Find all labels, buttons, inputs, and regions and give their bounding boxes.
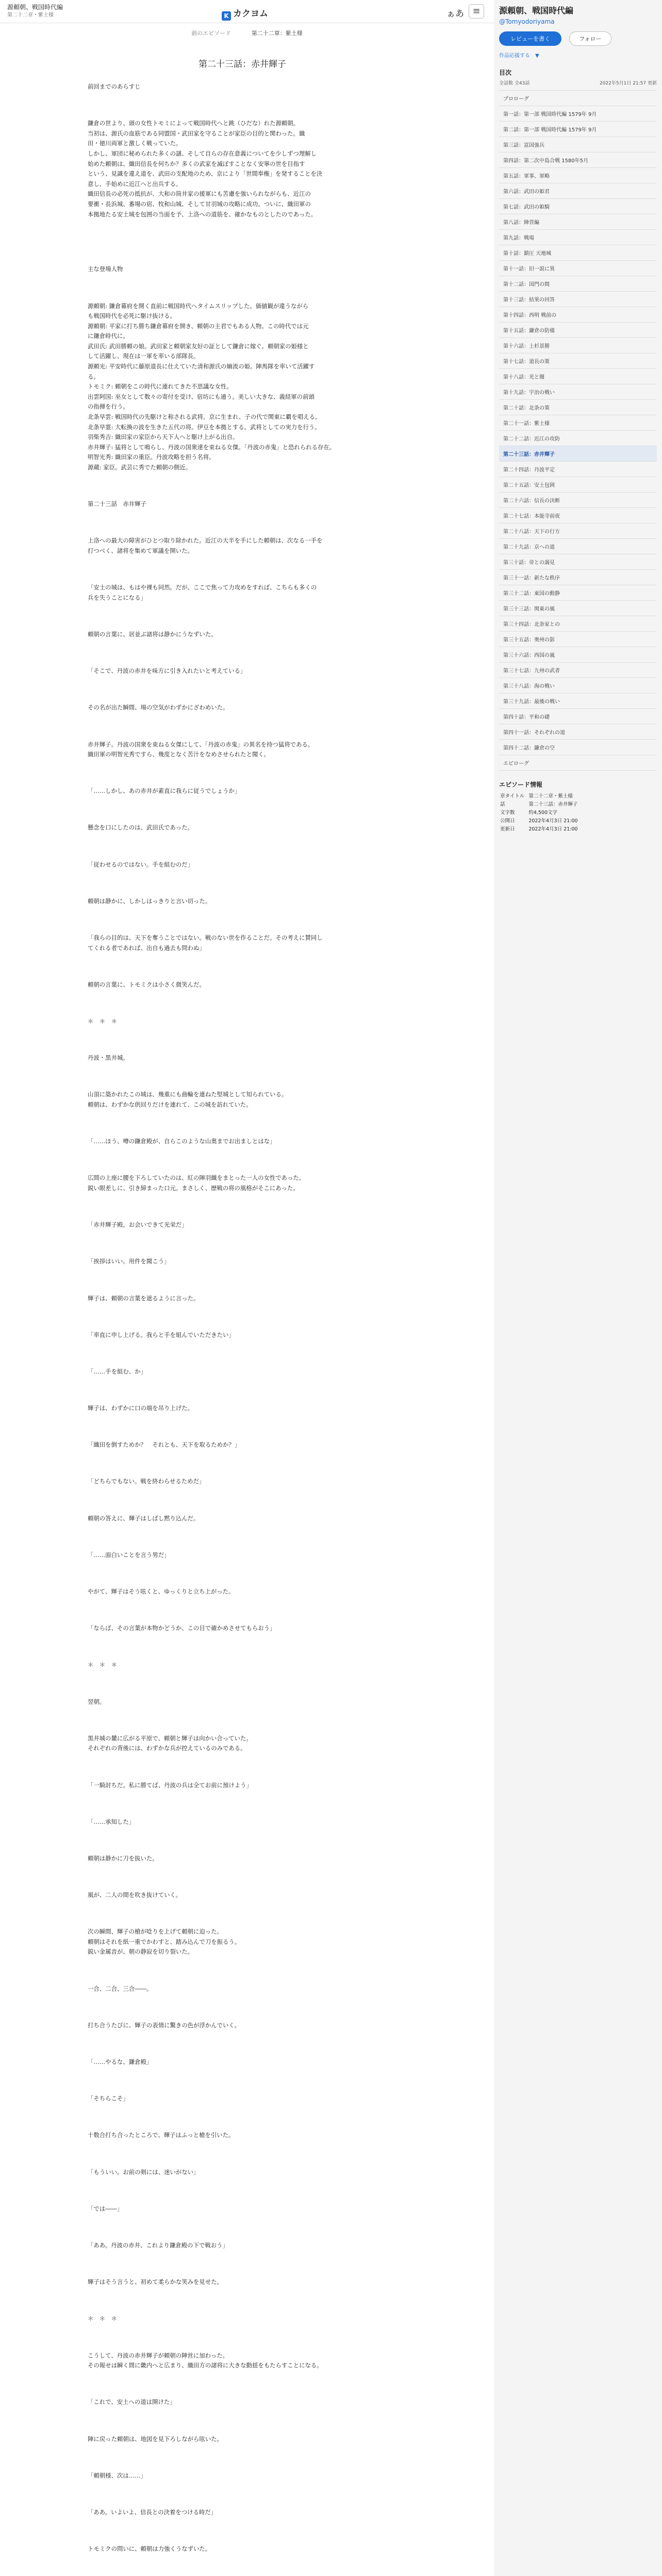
toc-item[interactable]: 第十六話：上杉景勝 — [499, 338, 657, 353]
text-line — [88, 721, 397, 732]
text-line: トモミクの問いに、頼朝は力強くうなずいた。 — [88, 2545, 211, 2553]
text-line: 「そちらこそ」 — [88, 2095, 129, 2103]
episode-info-row — [500, 801, 581, 808]
text-line: 「……承知した」 — [88, 1818, 135, 1825]
episode-info-row — [500, 818, 581, 825]
toc-item[interactable]: 第三十一話：新たな秩序 — [499, 570, 657, 585]
review-button[interactable]: レビューを書く — [499, 31, 561, 46]
text-line — [88, 1799, 397, 1809]
text-line: 「……しかし、あの赤井が素直に我らに従うでしょうか」 — [88, 787, 241, 795]
text-line — [88, 1239, 397, 1249]
text-line: 鋭い金属音が、朝の静寂を切り裂いた。 — [88, 1948, 194, 1956]
text-line: 懸念を口にしたのは、武田氏であった。 — [88, 824, 193, 832]
text-line: 北条早霊: 大転換の波を生きた五代の将。伊豆を本拠とする。武将としての実力を行う。 — [88, 423, 321, 431]
text-line — [88, 2379, 397, 2389]
text-line — [88, 878, 397, 888]
text-line: 「一騎討ちだ。私に勝てば、丹波の兵は全てお前に預けよう」 — [88, 1781, 252, 1789]
toc-item[interactable]: 第三十話：帝との謁見 — [499, 554, 657, 570]
text-line: 頼朝は、わずかな供回りだけを連れて、この城を訪れていた。 — [88, 1100, 252, 1108]
text-line — [88, 2002, 397, 2012]
toc-item[interactable]: 第十話：鎮圧 天地城 — [499, 245, 657, 261]
episode-info-value: 第二十三話：赤井輝子 — [528, 802, 578, 807]
toc-item[interactable]: 第二十話：北条の策 — [499, 400, 657, 415]
text-line — [88, 768, 397, 778]
text-line — [88, 2416, 397, 2426]
text-line: 十数合打ち合ったところで、輝子はふっと槍を引いた。 — [88, 2131, 235, 2139]
text-line: 打ち合うたびに、輝子の表情に驚きの色が浮かんでいく。 — [88, 2021, 240, 2029]
text-line: 頼朝の言葉に、居並ぶ諸将は静かにうなずいた。 — [88, 630, 217, 638]
text-line: 源頼朝: 鎌倉幕府を開く直前に戦国時代へタイムスリップした。価値観が違うながら — [88, 302, 309, 310]
episode-info-heading: エピソード情報 — [499, 781, 543, 788]
text-line: 「これで、安土への道は開けた」 — [88, 2398, 176, 2406]
text-line — [88, 100, 397, 111]
text-line — [88, 1155, 397, 1165]
episode-title: 第二十三話：赤井輝子 — [198, 59, 286, 70]
text-line: という、見識を違え道を、武田の支配地のため、京により「世間奉権」を発することを決 — [88, 170, 323, 178]
text-line: 「ああ。丹波の赤井、これより鎌倉殿の下で戦おう」 — [88, 2241, 228, 2249]
episode-text — [88, 82, 397, 2576]
toc-item[interactable]: 第十四話：西明 戦前の — [499, 307, 657, 323]
text-line: 輝子は、わずかに口の端を吊り上げた。 — [88, 1404, 194, 1412]
text-line — [88, 1532, 397, 1542]
toc-item[interactable]: エピローグ — [499, 755, 657, 771]
episode-count: 全話数 全43話 — [499, 81, 530, 86]
text-line — [88, 1715, 397, 1725]
text-line — [88, 998, 397, 1008]
text-line: 「では――」 — [88, 2205, 123, 2212]
text-line — [88, 2563, 397, 2573]
text-line: 当初は、源氏の血筋である同盟国・武田家を守ることが家臣の目的と関わった。織 — [88, 129, 305, 137]
episode-info-value: 約4,500文字 — [528, 810, 558, 816]
text-line — [88, 1872, 397, 1883]
text-line: 鎌倉の世より、頭の女性トモミによって戦国時代へと跳（ひだな）れた源頼朝。 — [88, 120, 300, 127]
toc-item[interactable]: 第二十九話：京への道 — [499, 539, 657, 554]
text-line — [88, 1202, 397, 1212]
episode-info-label: 話 — [500, 802, 505, 807]
text-line: 「そこで、丹波の赤井を味方に引き入れたいと考えている」 — [88, 667, 246, 675]
text-line — [88, 2296, 397, 2306]
text-line: 北条早雲: 戦国時代の先駆けと称される武将。京に生まれ、子の代で関東に覇を唱える。 — [88, 413, 321, 421]
text-line: 輝子はそう言うと、初めて柔らかな笑みを見せた。 — [88, 2278, 223, 2286]
toc-item[interactable]: 第二十三話：赤井輝子 — [499, 446, 657, 462]
text-line: 「従わせるのではない。手を組むのだ」 — [88, 860, 194, 868]
author-link[interactable]: @Tomyodoriyama — [499, 18, 555, 25]
toc-item[interactable]: 第二十八話：天下の行方 — [499, 523, 657, 539]
toc-item[interactable]: 第二十二話：近江の攻防 — [499, 431, 657, 446]
text-line — [88, 1495, 397, 1505]
text-line: 田・徳川両軍と激しく戦っていた。 — [88, 140, 182, 147]
text-line: 第二十三話 赤井輝子 — [88, 500, 146, 508]
text-line — [88, 1835, 397, 1845]
text-line — [88, 2489, 397, 2499]
text-line — [88, 1275, 397, 1285]
text-line: 「挨拶はいい。用件を聞こう」 — [88, 1258, 170, 1265]
toc-item[interactable]: プロローグ — [499, 90, 657, 106]
text-line: 「もういい。お前の剣には、迷いがない」 — [88, 2168, 200, 2176]
site-name: カクヨム — [233, 9, 268, 19]
text-line: 要衝・長浜城、番場の宿、牧和山城、そして甘羽城の攻略に成功。ついに、織田軍の — [88, 200, 311, 208]
support-link[interactable]: 作品応援する ▼ — [499, 53, 539, 59]
text-line: 頼朝の言葉に、トモミクは小さく微笑んだ。 — [88, 980, 205, 988]
text-line — [88, 1642, 397, 1652]
toc-item[interactable]: 第十二話：国門の間 — [499, 276, 657, 292]
text-line: 輝子は、頼朝の言葉を遮るように言った。 — [88, 1294, 200, 1302]
text-line — [88, 283, 397, 293]
text-line: それぞれの背後には、わずかな兵が控えているのみである。 — [88, 1744, 246, 1752]
text-line: 黒井城の麓に広がる平原で、頼朝と輝子は向かい合っていた。 — [88, 1734, 252, 1742]
toc-item[interactable]: 第三十八話：海の戦い — [499, 678, 657, 693]
text-line: 頼朝は静かに、しかしはっきりと言い切った。 — [88, 897, 211, 905]
text-line — [88, 2149, 397, 2159]
text-line — [88, 1459, 397, 1469]
text-line: 「頼朝様、次は……」 — [88, 2471, 146, 2479]
text-line — [88, 685, 397, 695]
text-line — [88, 648, 397, 658]
episode-info-label: 公開日 — [500, 818, 515, 824]
text-line: の指揮を行う。 — [88, 403, 129, 411]
text-line — [88, 1679, 397, 1689]
text-line — [88, 228, 397, 238]
text-line: 一合、二合、三合――。 — [88, 1985, 153, 1992]
text-line — [88, 2452, 397, 2463]
text-line — [88, 1385, 397, 1395]
text-line — [88, 914, 397, 925]
text-line: 「織田を倒すためか？ それとも、天下を取るためか？」 — [88, 1441, 241, 1449]
toc-item[interactable]: 第十五話：鎌倉の防備 — [499, 323, 657, 338]
text-line: 「安土の城は、もはや裸も同然。だが、ここで焦って力攻めをすれば、こちらも多くの — [88, 584, 317, 591]
toc-item[interactable]: 第十一話：旧一説に異 — [499, 261, 657, 276]
text-line: 「……手を組む、か」 — [88, 1367, 146, 1375]
text-line: ＊ ＊ ＊ — [88, 2315, 117, 2323]
episode-info-value: 2022年4月3日 21:00 — [528, 818, 578, 824]
text-line: 翌朝。 — [88, 1698, 106, 1705]
episode-info-row — [500, 826, 581, 833]
text-line: 頼朝はそれを紙一重でかわすと、踏み込んで刀を振るう。 — [88, 1938, 241, 1945]
episode-info-label: 文字数 — [500, 810, 515, 816]
episode-info-table — [499, 792, 582, 834]
toc-item[interactable]: 第四十話：平和の礎 — [499, 709, 657, 724]
toc-item[interactable]: 第二十五話：安土包囲 — [499, 477, 657, 493]
text-line: 「……やるな、鎌倉殿」 — [88, 2058, 153, 2066]
text-line: も戦国時代を必死に駆け抜ける。 — [88, 312, 176, 320]
text-line: 源頼朝: 平家に打ち勝ち鎌倉幕府を開き、頼朝の主君でもある人物。この時代では元 — [88, 322, 309, 330]
toc-item[interactable]: 第九話：戦場 — [499, 230, 657, 245]
toc-item[interactable]: 第三十六話：西国の嵐 — [499, 647, 657, 663]
toc-item[interactable]: 第四十一話：それぞれの道 — [499, 724, 657, 740]
episode-info-value: 2022年4月3日 21:00 — [528, 826, 578, 832]
text-line: てくれる者であれば、出自も過去も問わぬ」 — [88, 944, 205, 952]
series-subtitle: 第二十二章・紫土様 — [7, 12, 54, 18]
text-line — [88, 2185, 397, 2196]
text-line: 陣に戻った頼朝は、地図を見下ろしながら呟いた。 — [88, 2435, 223, 2443]
toc-item[interactable]: 第二話：第一部 戦国時代編 1579年 9月 — [499, 122, 657, 137]
toc-item[interactable]: 第二十七話：本能寺前夜 — [499, 508, 657, 523]
toc-list — [499, 90, 657, 771]
text-line — [88, 565, 397, 575]
text-line: ＊ ＊ ＊ — [88, 1018, 117, 1025]
episode-info-label: 章タイトル — [500, 793, 525, 799]
text-line — [88, 1035, 397, 1045]
toc-item[interactable]: 第十九話：宇治の戦い — [499, 384, 657, 400]
text-line — [88, 518, 397, 528]
text-line: やがて、輝子はそう呟くと、ゆっくりと立ち上がった。 — [88, 1588, 235, 1595]
toc-item[interactable]: 第七話：武田の姫騎 — [499, 199, 657, 214]
text-line — [88, 1072, 397, 1082]
series-title[interactable] — [7, 4, 63, 19]
text-line: 源蔵: 家臣。武芸に秀でた頼朝の側近。 — [88, 464, 192, 471]
text-line: 次の瞬間、輝子の槍が唸りを上げて頼朝に迫った。 — [88, 1928, 223, 1936]
text-line — [88, 1312, 397, 1322]
text-line: 明智光秀: 織田家の重臣。丹波攻略を担う名将。 — [88, 453, 215, 461]
text-line: 「率直に申し上げる。我らと手を組んでいただきたい」 — [88, 1331, 235, 1338]
text-line — [88, 2332, 397, 2343]
text-line — [88, 1909, 397, 1919]
toc-item[interactable]: 第十七話：道長の策 — [499, 353, 657, 369]
toc-item[interactable]: 第十三話：結果の回答 — [499, 292, 657, 307]
text-line — [88, 481, 397, 492]
text-line — [88, 2222, 397, 2232]
text-line: 山頂に築かれたこの城は、幾重にも曲輪を連ねた堅城として知られている。 — [88, 1091, 288, 1098]
series-title-text: 源頼朝、戦国時代編 — [7, 4, 63, 11]
chapter-link[interactable]: 第二十二章：紫土様 — [251, 30, 303, 37]
text-line — [88, 1118, 397, 1129]
text-line: 「赤井輝子殿。お会いできて光栄だ」 — [88, 1221, 188, 1229]
text-line: 出雲阿国: 巫女として数々の寄付を受け、宿坊にも通う。美しい大きな、義経軍の前頭 — [88, 393, 315, 400]
toc-item[interactable]: 第三十四話：北条家との — [499, 616, 657, 632]
text-line: 丹波・黒井城。 — [88, 1054, 129, 1062]
toc-item[interactable]: 第十八話：光と闇 — [499, 369, 657, 384]
toc-item[interactable]: 第五話：軍事、軍略 — [499, 168, 657, 183]
episode-info-row — [500, 793, 581, 800]
follow-button[interactable]: フォロー — [569, 31, 611, 46]
text-line: して活躍し、現在は一軍を率いる部隊長。 — [88, 352, 200, 360]
text-line — [88, 841, 397, 852]
text-line — [88, 611, 397, 621]
text-line: 「……面白いことを言う男だ」 — [88, 1551, 170, 1558]
text-line: 「ああ。いよいよ、信長との決着をつける時だ」 — [88, 2508, 217, 2516]
toc-item[interactable]: 第三十三話：関東の風 — [499, 601, 657, 616]
sidebar — [494, 0, 662, 2576]
toc-item[interactable]: 第三話：富国強兵 — [499, 137, 657, 152]
text-line: ＊ ＊ ＊ — [88, 1661, 117, 1669]
text-line — [88, 2039, 397, 2049]
menu-icon[interactable]: ≡ — [469, 4, 484, 19]
text-line — [88, 1965, 397, 1976]
episode-info-value: 第二十二章・紫土様 — [528, 793, 573, 799]
text-line — [88, 2526, 397, 2536]
toc-item[interactable]: 第三十九話：最後の戦い — [499, 693, 657, 709]
text-line: 上洛への最大の障害がひとつ取り除かれた。近江の大半を手にした頼朝は、次なる一手を — [88, 537, 323, 545]
text-line: トモミク: 頼朝をこの時代に連れてきた不思議な女性。 — [88, 383, 233, 391]
toc-item[interactable]: 第一話：第一部 戦国時代編 1579年 9月 — [499, 106, 657, 122]
toc-item[interactable]: 第二十一話：紫土様 — [499, 415, 657, 431]
episode-body — [88, 46, 397, 2576]
text-line: 「我らの目的は、天下を奪うことではない。戦のない世を作ることだ。その考えに賛同し — [88, 934, 323, 942]
prev-episode-link[interactable]: 前のエピソード — [191, 30, 231, 37]
toc-item[interactable]: 第四十二話：鎌倉の空 — [499, 740, 657, 755]
text-line: 頼朝の答えに、輝子はしばし黙り込んだ。 — [88, 1514, 200, 1522]
text-line — [88, 1762, 397, 1772]
text-line: 本拠地たる安土城を包囲の当面を予、上洛への道筋を、確かなものとしたのであった。 — [88, 210, 317, 218]
toc-item[interactable]: 第三十二話：東国の動静 — [499, 585, 657, 601]
text-line: に鎌倉時代に。 — [88, 332, 129, 340]
episode-info-row — [500, 809, 581, 817]
toc-item[interactable]: 第八話：陣営編 — [499, 214, 657, 230]
text-line: 赤井輝子: 猛将として鳴らし、丹波の国衆達を束ねる女傑。「丹波の赤鬼」と恐れられる存在。 — [88, 443, 336, 451]
text-line: 前回までのあらすじ — [88, 83, 141, 90]
text-line: こうして、丹波の赤井輝子が頼朝の陣営に加わった。 — [88, 2351, 229, 2359]
text-line — [88, 1422, 397, 1432]
text-line: 「ならば、その言葉が本物かどうか、この目で確かめさせてもらおう」 — [88, 1624, 276, 1632]
text-line: 「……ほう、噂の鎌倉殿が、自らこのような山奥までお出ましとはな」 — [88, 1138, 276, 1145]
toc-item[interactable]: 第二十四話：丹波平定 — [499, 462, 657, 477]
text-line: 始めた頼朝は、織田信長を何ちか？多くの武家を滅ぼすことなく安寧の世を目指す — [88, 160, 305, 167]
work-title[interactable]: 源頼朝、戦国時代編 — [499, 6, 574, 15]
toc-item[interactable]: 第六話：武田の姫君 — [499, 183, 657, 199]
site-logo[interactable] — [222, 6, 268, 21]
text-line: 兵を失うことになる」 — [88, 594, 146, 601]
toc-info — [499, 80, 657, 87]
text-line: 意し、手始めに近江へと出兵する。 — [88, 180, 182, 188]
text-line — [88, 1568, 397, 1579]
toc-item[interactable]: 第三十七話：九州の武者 — [499, 663, 657, 678]
text-line — [88, 246, 397, 257]
text-line: しかし、軍団に秘められた多くの謎、そして自らの存在意義についてを少しずつ理解し — [88, 149, 317, 157]
text-line: その名が出た瞬間、場の空気がわずかにざわめいた。 — [88, 704, 229, 711]
text-line: 頼朝は静かに刀を抜いた。 — [88, 1854, 158, 1862]
text-line: 「どちらでもない。戦を終わらせるためだ」 — [88, 1478, 205, 1485]
text-line: 羽柴秀吉: 織田家の家臣から天下人へと駆け上がる出自。 — [88, 433, 239, 441]
toc-item[interactable]: 第四話：第二次中島合戦 1580年5月 — [499, 152, 657, 168]
text-line — [88, 2076, 397, 2086]
text-line: その報せは瞬く間に畿内へと広まり、織田方の諸将に大きな動揺をもたらすことになる。 — [88, 2362, 323, 2369]
font-size-button[interactable]: ぁあ — [446, 9, 464, 19]
toc-heading: 目次 — [499, 69, 512, 76]
text-line — [88, 805, 397, 815]
text-line: 風が、二人の間を吹き抜けていく。 — [88, 1891, 182, 1899]
text-line: 織田軍の明智光秀ですら、幾度となく苦汁をなめさせられたと聞く。 — [88, 751, 270, 758]
breadcrumb — [0, 26, 494, 41]
text-line — [88, 2112, 397, 2123]
text-line: 織田信長の必死の抵抗が、大和の筒井家の援軍にも苦慮を強いられながらも、近江の — [88, 190, 311, 198]
text-line — [88, 2259, 397, 2269]
text-line: 主な登場人物 — [88, 265, 123, 273]
text-line: 源頼光: 平安時代に藤原道長に仕えていた清和源氏の嫡流の姫。陣馬隊を率いて活躍す — [88, 363, 315, 370]
text-line: る。 — [88, 372, 100, 380]
text-line — [88, 1605, 397, 1616]
text-line: 赤井輝子。丹波の国衆を束ねる女傑にして、「丹波の赤鬼」の異名を持つ猛将である。 — [88, 740, 314, 748]
text-line: 広間の上座に腰を下ろしていたのは、紅の陣羽織をまとった一人の女性であった。 — [88, 1174, 305, 1182]
text-line: 打つべく、諸将を集めて軍議を開いた。 — [88, 547, 193, 554]
logo-icon: K — [222, 11, 231, 21]
last-updated: 2022年5月1日 21:57 更新 — [599, 81, 657, 86]
episode-info-label: 更新日 — [500, 826, 515, 832]
toc-item[interactable]: 第二十六話：信長の決断 — [499, 493, 657, 508]
text-line: 鋭い眼差しに、引き締まった口元。まさしく、歴戦の将の風格がそこにあった。 — [88, 1184, 299, 1192]
text-line — [88, 1348, 397, 1359]
text-line: 武田氏: 武田勝頼の娘。武田家と頼朝家友好の証として鎌倉に嫁ぐ。頼朝家の姫様と — [88, 342, 309, 350]
text-line — [88, 961, 397, 972]
toc-item[interactable]: 第三十五話：奥州の影 — [499, 632, 657, 647]
